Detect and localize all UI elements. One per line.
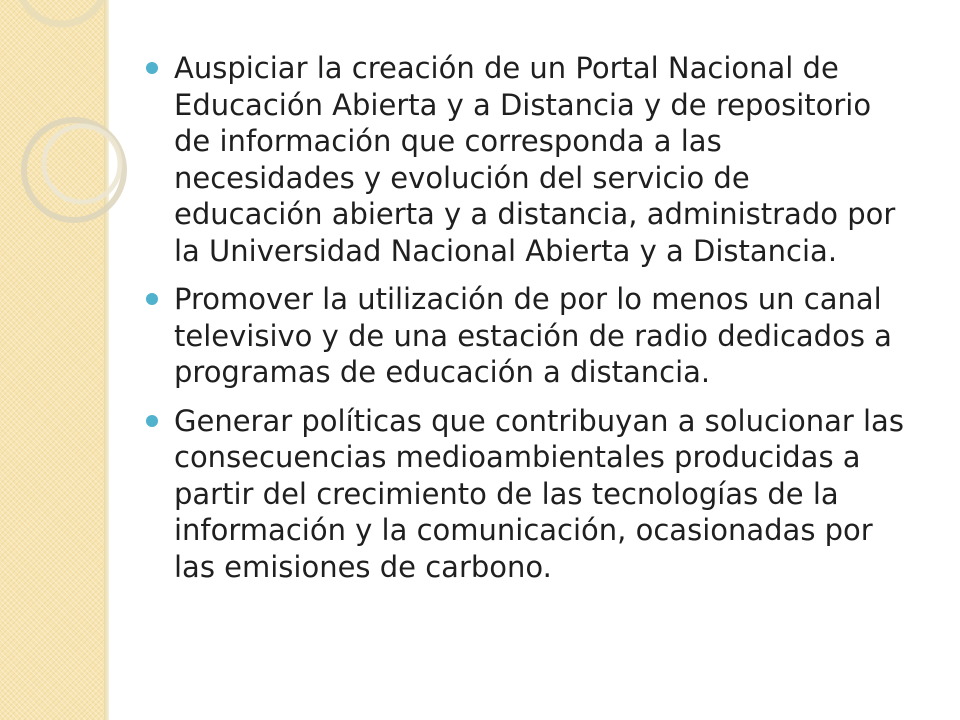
- bullet-text: Promover la utilización de por lo menos un canal televisivo y de una estación de radio dedicados a programas de educación a distancia.: [174, 282, 892, 389]
- bullet-dot: [146, 415, 158, 427]
- decorative-rings: [0, 0, 140, 260]
- bullet-item: [146, 281, 906, 391]
- bullet-dot: [146, 293, 158, 305]
- bullet-item: [146, 403, 906, 586]
- bullet-dot: [146, 62, 158, 74]
- bullet-text: Auspiciar la creación de un Portal Nacional de Educación Abierta y a Distancia y de repositorio de información que corresponda a las necesidades y evolución del servicio de educación abierta y a distancia, administrado por la Universidad Nacional Abierta y a Distancia.: [174, 51, 896, 268]
- decorative-ring-inner: [44, 126, 120, 202]
- bullet-item: [146, 50, 906, 269]
- decorative-ring-large: [18, 0, 106, 24]
- bullet-text: Generar políticas que contribuyan a solucionar las consecuencias medioambientales producidas a partir del crecimiento de las tecnologías de la información y la comunicación, ocasionadas por las emisiones de carbono.: [174, 403, 904, 584]
- slide-content: [146, 50, 906, 597]
